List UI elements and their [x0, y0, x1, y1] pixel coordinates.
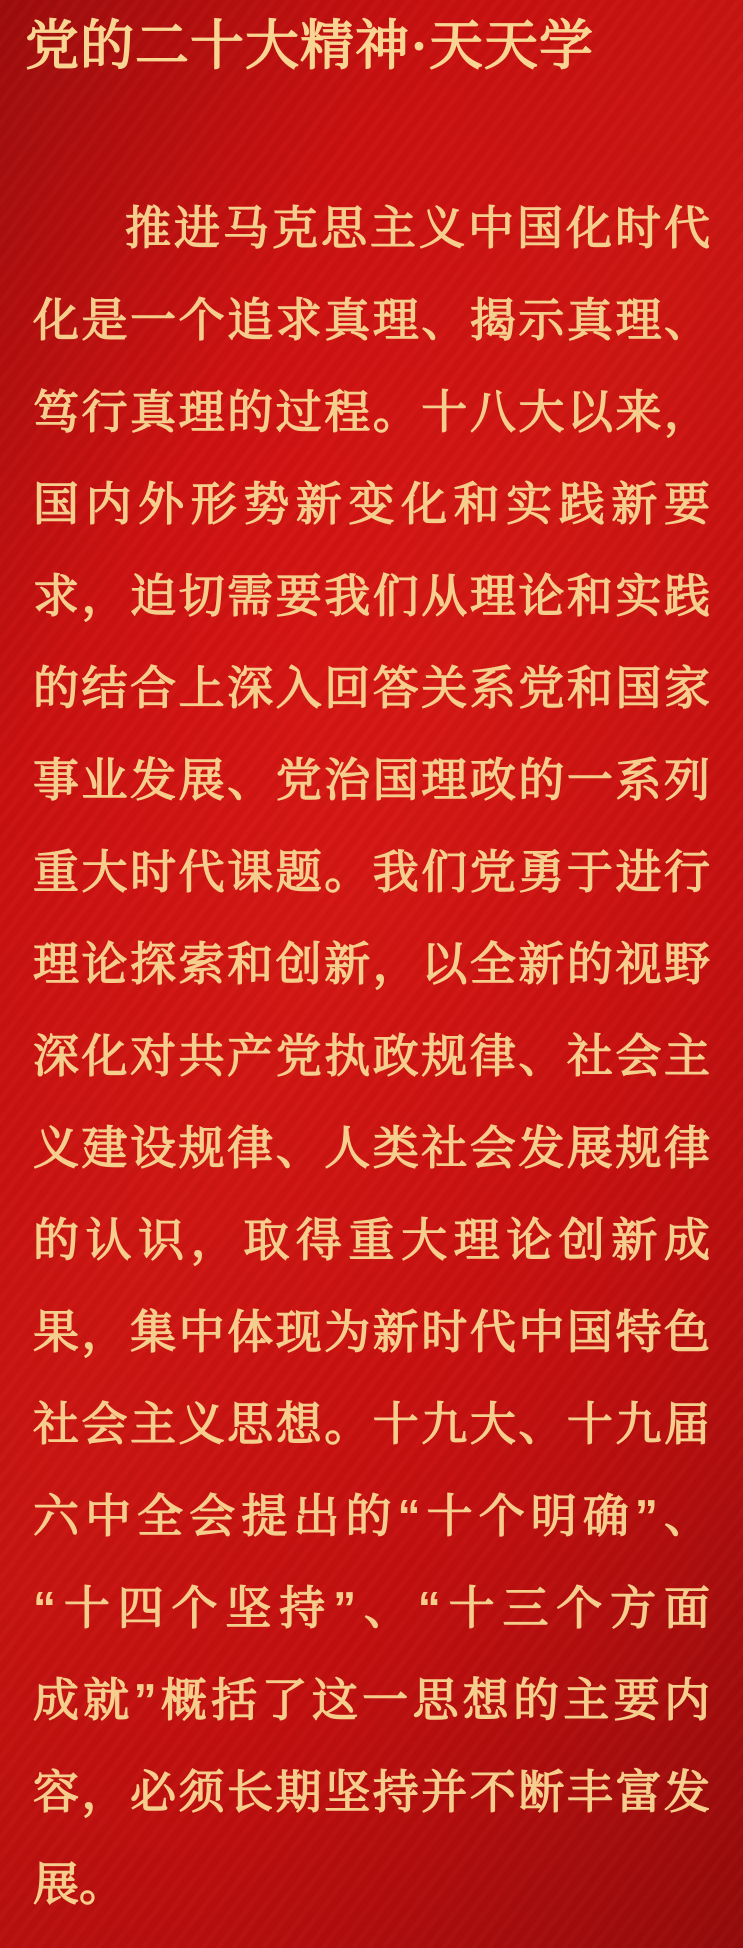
- body-line: 化是一个追求真理、揭示真理、: [33, 294, 710, 346]
- body-line: 容，必须长期坚持并不断丰富发: [33, 1766, 710, 1818]
- body-line: 果，集中体现为新时代中国特色: [33, 1306, 710, 1358]
- body-line: 成就”概括了这一思想的主要内: [33, 1674, 710, 1726]
- body-line: 社会主义思想。十九大、十九届: [33, 1398, 710, 1450]
- body-line: 义建设规律、人类社会发展规律: [33, 1122, 710, 1174]
- body-line: 展。: [33, 1858, 125, 1910]
- body-line: 理论探索和创新，以全新的视野: [33, 938, 710, 990]
- body-line: 国内外形势新变化和实践新要: [33, 478, 710, 530]
- body-line: “十四个坚持”、“十三个方面: [33, 1582, 710, 1634]
- body-line: 六中全会提出的“十个明确”、: [33, 1490, 710, 1542]
- body-line: 的结合上深入回答关系党和国家: [33, 662, 710, 714]
- page-title: 党的二十大精神·天天学: [25, 16, 595, 76]
- body-line: 事业发展、党治国理政的一系列: [33, 754, 710, 806]
- body-line: 的认识，取得重大理论创新成: [33, 1214, 710, 1266]
- body-text: [33, 182, 710, 1930]
- body-line: 深化对共产党执政规律、社会主: [33, 1030, 710, 1082]
- body-line: 重大时代课题。我们党勇于进行: [33, 846, 710, 898]
- body-line: 求，迫切需要我们从理论和实践: [33, 570, 710, 622]
- body-line: 笃行真理的过程。十八大以来，: [33, 386, 710, 438]
- body-line: 推进马克思主义中国化时代: [125, 202, 710, 254]
